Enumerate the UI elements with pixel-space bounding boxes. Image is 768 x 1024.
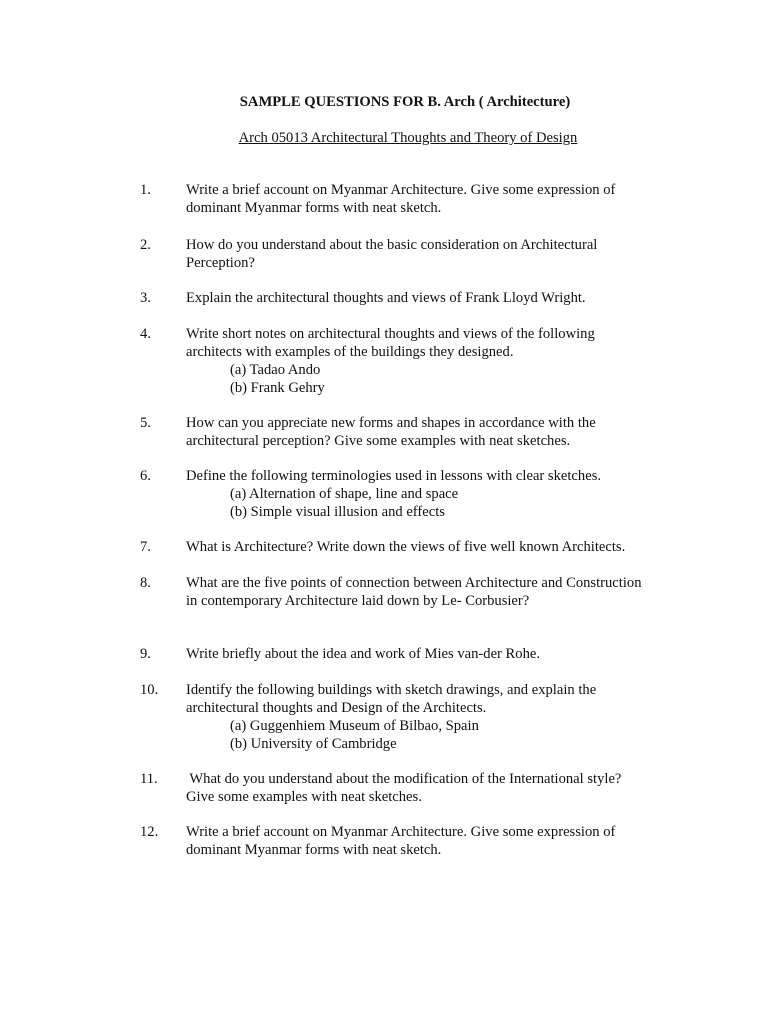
question-line: Give some examples with neat sketches. [186, 789, 422, 805]
question-line: What is Architecture? Write down the views of five well known Architects. [186, 539, 626, 555]
question-text [186, 467, 706, 521]
question-number: 12. [140, 824, 159, 840]
question-number: 9. [140, 646, 151, 662]
question-line: Explain the architectural thoughts and views of Frank Lloyd Wright. [186, 290, 586, 306]
question-line: in contemporary Architecture laid down by Le- Corbusier? [186, 593, 530, 609]
question-sub-item: (b) University of Cambridge [230, 736, 397, 752]
question-line: Write briefly about the idea and work of Mies van-der Rohe. [186, 646, 541, 662]
question-line: Write short notes on architectural thoughts and views of the following [186, 326, 595, 342]
question-number: 11. [140, 771, 158, 787]
question-line: dominant Myanmar forms with neat sketch. [186, 842, 442, 858]
question-line: What are the five points of connection between Architecture and Construction [186, 575, 642, 591]
question-number: 10. [140, 682, 159, 698]
question-sub-item: (a) Tadao Ando [230, 362, 321, 378]
question-number: 1. [140, 182, 151, 198]
question-line: How do you understand about the basic consideration on Architectural [186, 237, 598, 253]
question-sub-item: (b) Simple visual illusion and effects [230, 504, 445, 520]
question-line: architects with examples of the buildings they designed. [186, 344, 514, 360]
question-number: 5. [140, 415, 151, 431]
question-number: 3. [140, 290, 151, 306]
question-line: Write a brief account on Myanmar Architecture. Give some expression of [186, 182, 616, 198]
question-text [186, 325, 706, 397]
question-number: 2. [140, 237, 151, 253]
question-line: How can you appreciate new forms and shapes in accordance with the [186, 415, 596, 431]
question-line: architectural thoughts and Design of the Architects. [186, 700, 487, 716]
question-line: Write a brief account on Myanmar Architecture. Give some expression of [186, 824, 616, 840]
question-text [186, 645, 706, 663]
question-sub-item: (a) Alternation of shape, line and space [230, 486, 459, 502]
question-sub-item: (b) Frank Gehry [230, 380, 325, 396]
document-subtitle: Arch 05013 Architectural Thoughts and Theory of Design [238, 130, 578, 146]
question-line: architectural perception? Give some examples with neat sketches. [186, 433, 571, 449]
question-text [186, 770, 706, 806]
question-text [186, 823, 706, 859]
question-line: What do you understand about the modification of the International style? [186, 771, 622, 787]
question-number: 4. [140, 326, 151, 342]
question-line: dominant Myanmar forms with neat sketch. [186, 200, 442, 216]
question-text [186, 414, 706, 450]
question-text [186, 681, 706, 753]
question-number: 8. [140, 575, 151, 591]
question-line: Define the following terminologies used in lessons with clear sketches. [186, 468, 602, 484]
document-title: SAMPLE QUESTIONS FOR B. Arch ( Architecture) [239, 94, 571, 110]
question-text [186, 236, 706, 272]
question-text [186, 574, 706, 610]
question-text [186, 538, 706, 556]
question-number: 7. [140, 539, 151, 555]
question-line: Identify the following buildings with sketch drawings, and explain the [186, 682, 597, 698]
question-sub-item: (a) Guggenhiem Museum of Bilbao, Spain [230, 718, 479, 734]
question-line: Perception? [186, 255, 255, 271]
question-text [186, 181, 706, 217]
question-number: 6. [140, 468, 151, 484]
question-text [186, 289, 706, 307]
